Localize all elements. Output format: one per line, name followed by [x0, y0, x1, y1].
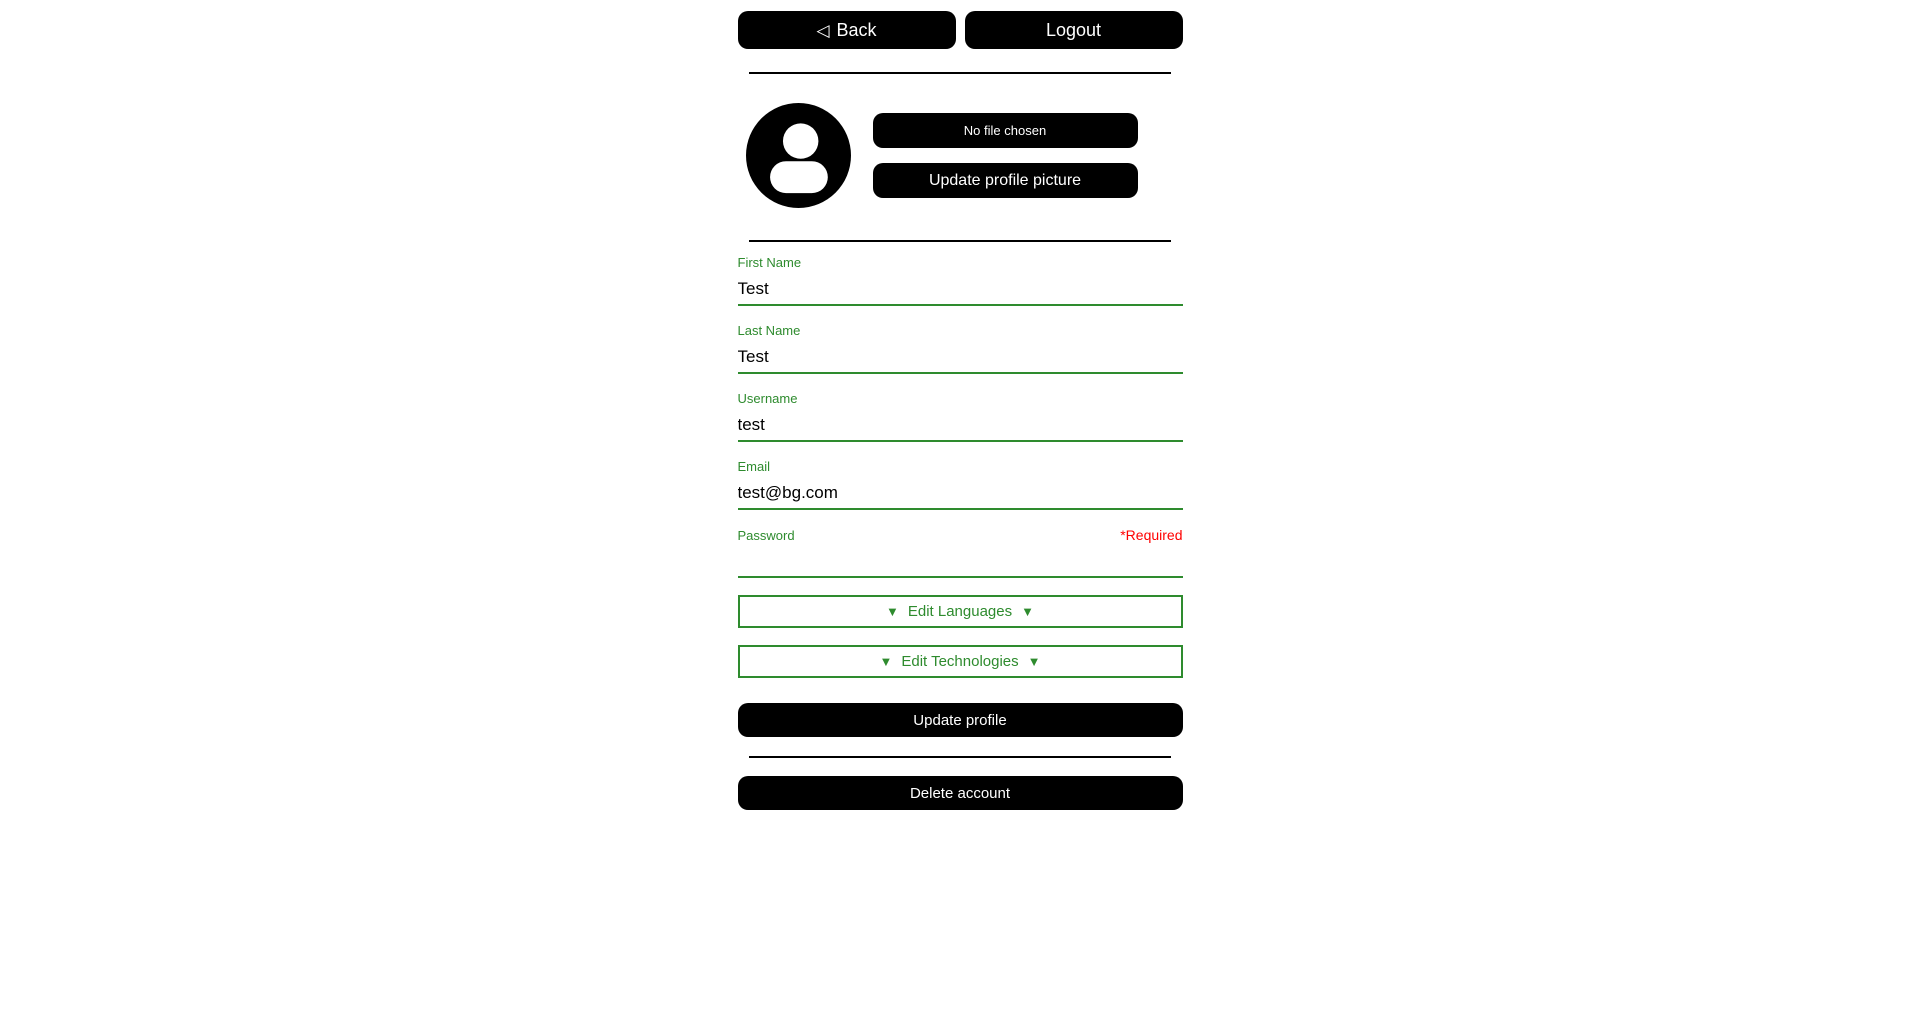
- divider: [749, 72, 1172, 74]
- profile-page: [738, 0, 1183, 810]
- password-label: Password: [737, 528, 795, 543]
- logout-button[interactable]: [965, 11, 1183, 49]
- last-name-input[interactable]: [738, 341, 1183, 372]
- first-name-label: First Name: [737, 255, 802, 270]
- password-input[interactable]: [738, 545, 1183, 576]
- file-input-status-text: No file chosen: [963, 123, 1047, 138]
- back-button-label: Back: [836, 19, 877, 40]
- username-label: Username: [737, 391, 798, 406]
- divider: [749, 756, 1172, 758]
- email-input[interactable]: [738, 477, 1183, 508]
- header-row: [738, 11, 1183, 49]
- field-username: [738, 391, 1183, 442]
- account-circle-icon: [746, 103, 851, 208]
- password-required-note: *Required: [1120, 527, 1183, 543]
- delete-account-button[interactable]: [738, 776, 1183, 810]
- chevron-down-icon: ▼: [885, 604, 899, 619]
- chevron-down-icon: ▼: [1027, 654, 1041, 669]
- edit-technologies-label: Edit Technologies: [901, 653, 1019, 670]
- field-first-name: [738, 255, 1183, 306]
- first-name-input[interactable]: [738, 273, 1183, 304]
- divider: [749, 240, 1172, 242]
- edit-technologies-button[interactable]: [738, 645, 1183, 678]
- field-password: [738, 527, 1183, 578]
- last-name-label: Last Name: [737, 323, 801, 338]
- edit-languages-button[interactable]: [738, 595, 1183, 628]
- username-input[interactable]: [738, 409, 1183, 440]
- profile-picture-file-input[interactable]: [873, 113, 1138, 148]
- back-button[interactable]: [738, 11, 956, 49]
- field-email: [738, 459, 1183, 510]
- upload-column: [873, 113, 1138, 198]
- field-last-name: [738, 323, 1183, 374]
- chevron-down-icon: ▼: [1021, 604, 1034, 619]
- logout-button-label: Logout: [1045, 19, 1102, 40]
- avatar-section: [738, 103, 1183, 208]
- update-profile-picture-button[interactable]: [873, 163, 1138, 198]
- profile-form: [738, 255, 1183, 578]
- update-profile-picture-label: Update profile picture: [928, 171, 1082, 189]
- delete-account-label: Delete account: [909, 784, 1011, 802]
- back-triangle-icon: ◁: [816, 20, 830, 40]
- update-profile-label: Update profile: [913, 711, 1007, 729]
- email-label: Email: [737, 459, 771, 474]
- edit-languages-label: Edit Languages: [907, 603, 1013, 620]
- chevron-down-icon: ▼: [879, 654, 893, 669]
- update-profile-button[interactable]: [738, 703, 1183, 737]
